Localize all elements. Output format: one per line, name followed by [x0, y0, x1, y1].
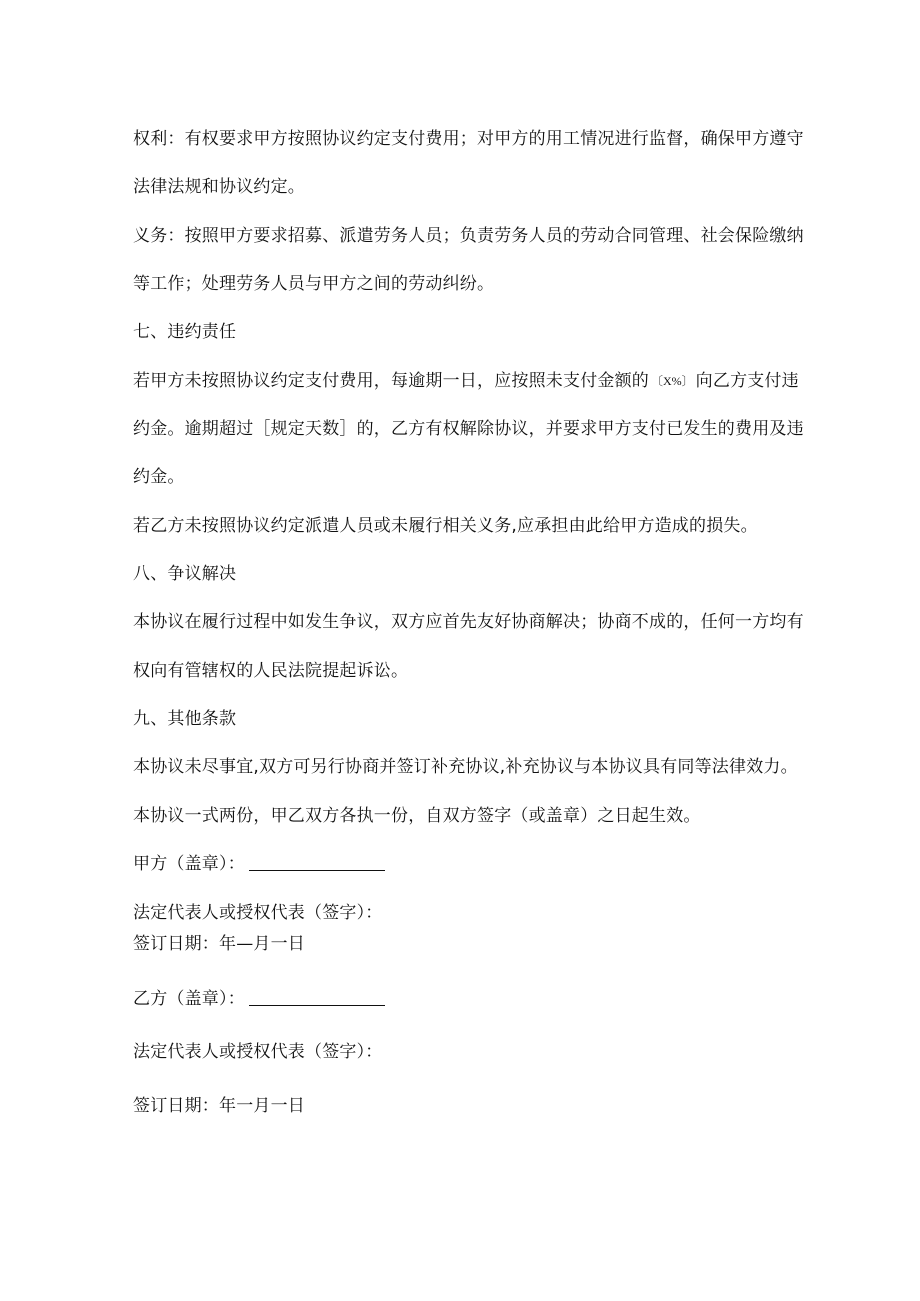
section-heading-breach: 七、违约责任	[133, 322, 237, 342]
paragraph-breach-line-3: 约金。	[133, 467, 185, 487]
section-heading-other: 九、其他条款	[133, 709, 237, 729]
signature-party-a-seal	[133, 853, 385, 875]
paragraph-rights-line-1: 权利：有权要求甲方按照协议约定支付费用；对甲方的用工情况进行监督，确保甲方遵守	[133, 129, 804, 149]
breach-text-part-2: 向乙方支付违	[695, 371, 799, 391]
percentage-placeholder: 〔X%〕	[651, 374, 694, 388]
party-a-seal-label: 甲方（盖章）：	[133, 854, 245, 874]
party-b-seal-label: 乙方（盖章）：	[133, 989, 245, 1009]
paragraph-dispute-line-2: 权向有管辖权的人民法院提起诉讼。	[133, 661, 409, 681]
signature-party-a-representative: 法定代表人或授权代表（签字）：	[133, 903, 383, 923]
breach-text-part-1: 若甲方未按照协议约定支付费用，每逾期一日，应按照未支付金额的	[133, 371, 649, 391]
paragraph-rights-line-2: 法律法规和协议约定。	[133, 177, 305, 197]
section-heading-dispute: 八、争议解决	[133, 564, 237, 584]
paragraph-copies: 本协议一式两份，甲乙双方各执一份，自双方签字（或盖章）之日起生效。	[133, 806, 701, 826]
paragraph-supplement: 本协议未尽事宜,双方可另行协商并签订补充协议,补充协议与本协议具有同等法律效力。	[133, 757, 798, 777]
party-a-seal-blank	[249, 854, 385, 871]
signature-party-b-representative: 法定代表人或授权代表（签字）：	[133, 1042, 383, 1062]
paragraph-dispute-line-1: 本协议在履行过程中如发生争议，双方应首先友好协商解决；协商不成的，任何一方均有	[133, 612, 804, 632]
signature-party-a-date: 签订日期：年—月一日	[133, 934, 305, 954]
paragraph-breach-line-2: 约金。逾期超过［规定天数］的，乙方有权解除协议，并要求甲方支付已发生的费用及违	[133, 419, 804, 439]
paragraph-party-b-liability: 若乙方未按照协议约定派遣人员或未履行相关义务,应承担由此给甲方造成的损失。	[133, 516, 758, 536]
party-b-seal-blank	[249, 989, 385, 1006]
signature-party-b-date: 签订日期：年一月一日	[133, 1096, 305, 1116]
paragraph-obligations-line-2: 等工作；处理劳务人员与甲方之间的劳动纠纷。	[133, 274, 495, 294]
paragraph-breach-line-1	[133, 370, 799, 392]
paragraph-obligations-line-1: 义务：按照甲方要求招募、派遣劳务人员；负责劳务人员的劳动合同管理、社会保险缴纳	[133, 226, 804, 246]
signature-party-b-seal	[133, 988, 385, 1010]
